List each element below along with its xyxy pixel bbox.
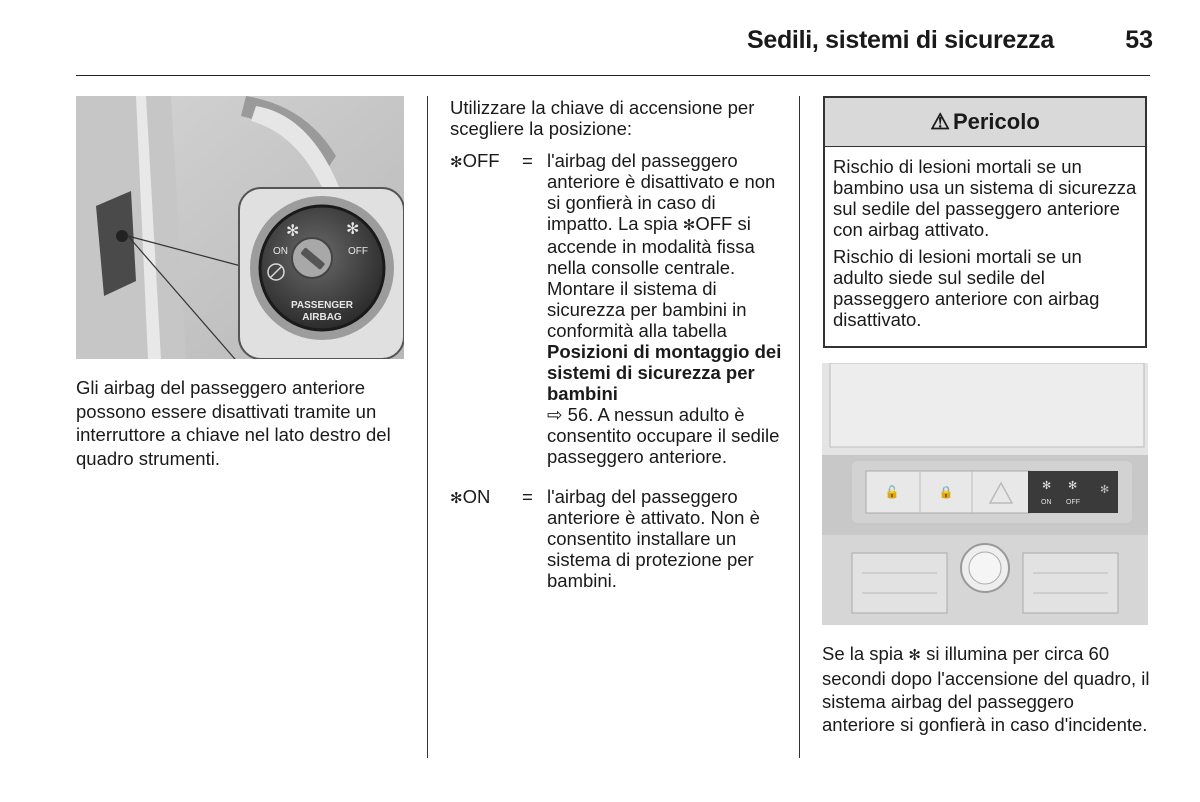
warning-header: [825, 98, 1145, 147]
console-off-label: OFF: [1066, 499, 1080, 506]
knob-passenger-label: PASSENGER: [290, 300, 354, 311]
airbag-off-indicator-icon: ✻: [682, 217, 696, 234]
airbag-indicator-icon: ✻: [908, 647, 921, 664]
warning-title: Pericolo: [952, 109, 1040, 134]
airbag-on-description: l'airbag del passeggero anteriore è attivato. Non è consentito installare un sistema di protezione per bambini.: [547, 486, 760, 591]
table-reference[interactable]: Posizioni di montaggio dei sistemi di sicurezza per bambini: [547, 341, 782, 404]
console-on-label: ON: [1041, 499, 1052, 506]
svg-text:🔒: 🔒: [938, 485, 954, 499]
page-header-title: Sedili, sistemi di sicurezza: [746, 26, 1054, 54]
page-reference[interactable]: 56: [567, 404, 589, 425]
page-number: 53: [1125, 26, 1153, 54]
svg-text:✻: ✻: [1100, 483, 1110, 496]
warning-triangle-icon: ⚠: [930, 109, 950, 134]
page-ref-arrow-icon: ⇨: [547, 404, 563, 425]
intro-text: Utilizzare la chiave di accensione per scegliere la posizione:: [450, 97, 755, 139]
knob-airbag-label: AIRBAG: [302, 312, 342, 323]
danger-warning-box: [823, 96, 1147, 348]
airbag-off-item: [450, 150, 790, 470]
figure-caption: Gli airbag del passeggero anteriore possono essere disattivati tramite un interruttore a chiave nel lato destro del quadro strumenti.: [76, 377, 391, 469]
equals-sign: =: [522, 486, 533, 507]
airbag-on-item: [450, 486, 790, 596]
svg-text:🔓: 🔓: [884, 485, 900, 499]
airbag-off-term: OFF: [462, 150, 500, 171]
center-console-figure: [822, 363, 1148, 625]
warning-paragraph: Rischio di lesioni mortali se un adulto siede sul sedile del passeggero anteriore con airbag disattivato.: [833, 246, 1100, 330]
indicator-explanation: Se la spia ✻ si illumina per circa 60 secondi dopo l'accensione del quadro, il sistema airbag del passeggero anteriore si gonfierà in caso d'incidente.: [822, 643, 1150, 735]
equals-sign: =: [522, 150, 533, 171]
airbag-switch-figure: [76, 96, 404, 359]
airbag-off-description: l'airbag del passeggero anteriore è disattivato e non si gonfierà in caso di impatto. La spia ✻OFF si accende in modalità fissa nella consolle centrale. Montare il sistema di sicurezza per bambini in conformità alla tabella Posizioni di montaggio dei sistemi di sicurezza per bambini ⇨ 56. A nessun adulto è consentito occupare il sedile passeggero anteriore.: [547, 150, 782, 467]
column-divider-2: [799, 96, 800, 758]
svg-text:✻: ✻: [346, 219, 360, 238]
svg-text:✻: ✻: [286, 221, 300, 240]
header-rule: [76, 75, 1150, 76]
warning-paragraph: Rischio di lesioni mortali se un bambino usa un sistema di sicurezza sul sedile del passeggero anteriore con airbag attivato.: [833, 156, 1137, 240]
airbag-on-icon: ✻: [450, 490, 463, 507]
airbag-off-icon: ✻: [450, 154, 463, 171]
svg-text:✻: ✻: [1042, 479, 1052, 492]
knob-on-label: ON: [273, 246, 288, 257]
knob-off-label: OFF: [348, 246, 368, 257]
airbag-on-term: ON: [462, 486, 491, 507]
svg-text:✻: ✻: [1068, 479, 1078, 492]
column-divider-1: [427, 96, 428, 758]
